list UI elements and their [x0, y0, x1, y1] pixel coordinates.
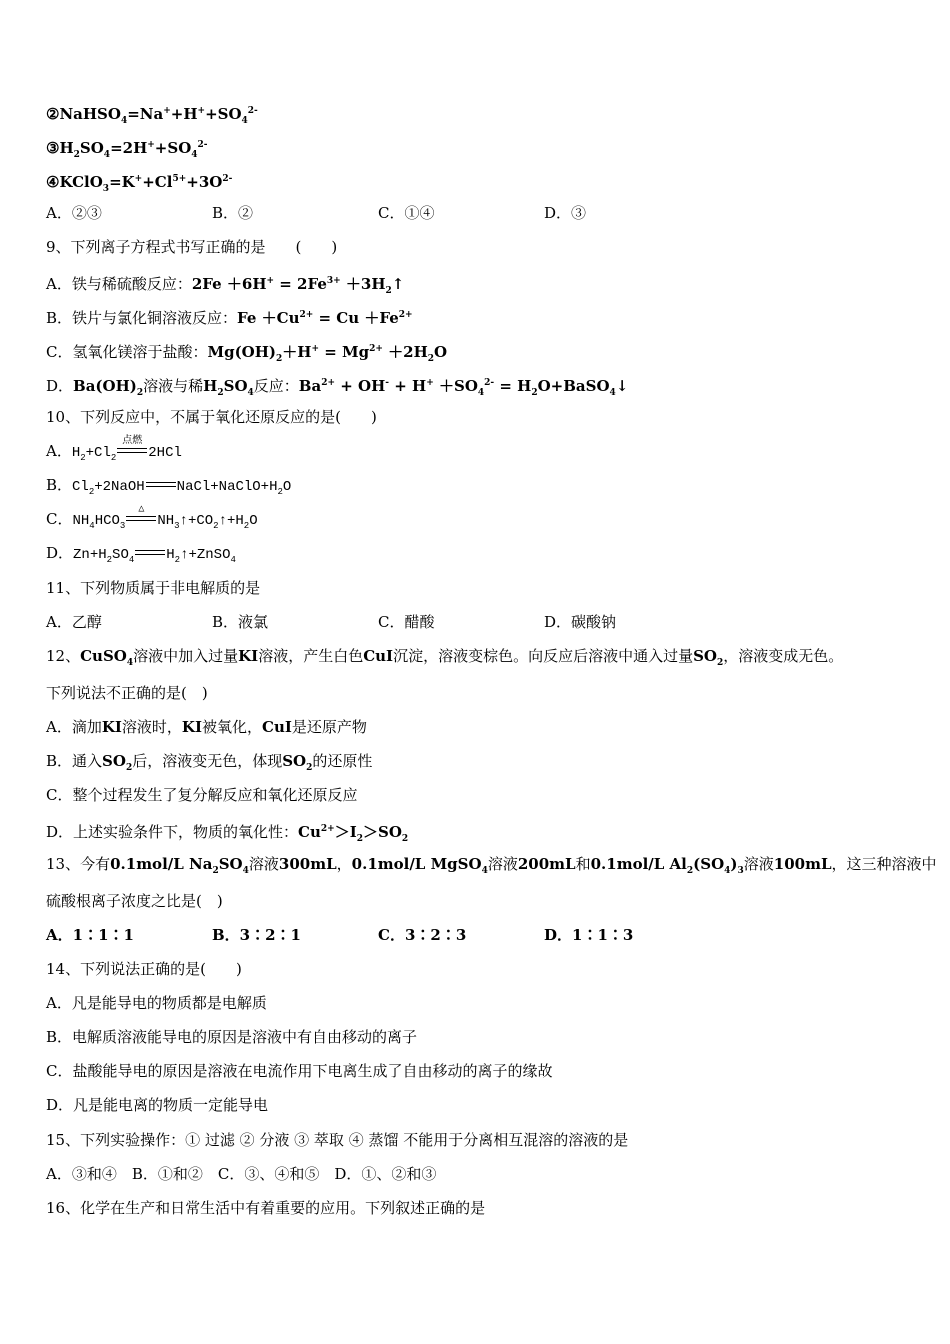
q15-stem: 15、下列实验操作：① 过滤 ② 分液 ③ 萃取 ④ 蒸馏 不能用于分离相互混溶的溶液的是	[46, 1131, 629, 1149]
reaction-condition: 点燃	[117, 442, 147, 456]
option-d: D．③	[544, 204, 587, 222]
q13-stem-line-1: 13、今有0.1mol/L $Na_2SO_4$溶液300mL，0.1mol/L MgSO$_4$溶液200mL和0.1mol/L $Al_2(SO_4)_3$溶液100mL，这三种溶液中	[46, 855, 937, 876]
q12-option-b: B．通入$SO_2$后，溶液变无色，体现$SO_2$的还原性	[46, 752, 373, 773]
option-b: B．液氯	[212, 613, 269, 631]
option-c: C．醋酸	[378, 613, 435, 631]
q12-stem-line-2: 下列说法不正确的是( )	[46, 684, 208, 702]
prev-question-line-2: $②NaHSO_4=Na^++H^++SO_4^{2-}$	[46, 105, 258, 126]
q10-option-c: C．$NH_4HCO_3$ △ $NH_3↑+CO_2↑+H_2O$	[46, 504, 258, 531]
prev-question-line-3: $③H_2SO_4=2H^++SO_4^{2-}$	[46, 139, 208, 160]
q10-option-b: B．$Cl_2+2NaOH$ $NaCl+NaClO+H_2O$	[46, 476, 292, 497]
q12-option-d: D．上述实验条件下，物质的氧化性：$Cu^{2+}>I_2>SO_2$	[46, 823, 409, 844]
q12-stem-line-1: 12、CuSO$_4$溶液中加入过量KI溶液，产生白色CuI沉淀，溶液变棕色。向反应后溶液中通入过量$SO_2$，溶液变成无色。	[46, 647, 844, 668]
option-c: C．①④	[378, 204, 435, 222]
q12-option-a: A．滴加KI溶液时，KI被氧化，CuI是还原产物	[46, 718, 367, 736]
prev-question-line-4: $④KClO_3=K^++Cl^{5+}+3O^{2-}$	[46, 173, 233, 194]
q14-option-b: B．电解质溶液能导电的原因是溶液中有自由移动的离子	[46, 1028, 418, 1046]
q10-stem: 10、下列反应中，不属于氧化还原反应的是( )	[46, 408, 377, 426]
q16-stem: 16、化学在生产和日常生活中有着重要的应用。下列叙述正确的是	[46, 1199, 486, 1217]
q14-option-c: C．盐酸能导电的原因是溶液在电流作用下电离生成了自由移动的离子的缘故	[46, 1062, 553, 1080]
q9-option-d: D．$Ba(OH)_2$溶液与稀$H_2SO_4$反应：$Ba^{2+} + OH^- + H^+ +SO_4^{2-}$ = $H_2O+BaSO_4↓$	[46, 377, 629, 398]
q9-option-c: C．氢氧化镁溶于盐酸：$Mg(OH)_2+H^+ = Mg^{2+} +2H_2O$	[46, 343, 448, 364]
q9-option-a: A．铁与稀硫酸反应：$2Fe +6H^+ = 2Fe^{3+}$ $+3H_2↑$	[46, 275, 405, 296]
q9-option-b: B．铁片与氯化铜溶液反应：$Fe +Cu^{2+} = Cu +Fe^{2+}$	[46, 309, 413, 327]
option-a: A．乙醇	[46, 613, 102, 631]
q15-options: A．③和④ B．①和② C．③、④和⑤ D．①、②和③	[46, 1165, 437, 1183]
q10-option-a: A．$H_2+Cl_2$ 点燃 2HCl	[46, 436, 182, 463]
q14-option-d: D．凡是能电离的物质一定能导电	[46, 1096, 269, 1114]
option-d: D．碳酸钠	[544, 613, 617, 631]
reaction-condition: △	[126, 510, 156, 524]
option-b: B．3∶2∶1	[212, 926, 301, 944]
q13-options	[46, 925, 710, 945]
q11-stem: 11、下列物质属于非电解质的是	[46, 579, 261, 597]
option-d: D．1∶1∶3	[544, 926, 634, 944]
q11-options	[46, 612, 710, 632]
option-a: A．1∶1∶1	[46, 926, 134, 944]
q10-option-d: D．$Zn+H_2SO_4$ $H_2↑+ZnSO_4$	[46, 544, 236, 565]
option-c: C．3∶2∶3	[378, 926, 467, 944]
option-a: A．②③	[46, 204, 102, 222]
q14-option-a: A．凡是能导电的物质都是电解质	[46, 994, 267, 1012]
q9-stem: 9、下列离子方程式书写正确的是 ( )	[46, 238, 338, 256]
q12-option-c: C．整个过程发生了复分解反应和氧化还原反应	[46, 786, 358, 804]
q13-stem-line-2: 硫酸根离子浓度之比是( )	[46, 892, 223, 910]
option-b: B．②	[212, 204, 254, 222]
q14-stem: 14、下列说法正确的是( )	[46, 960, 242, 978]
prev-question-options	[46, 203, 710, 223]
